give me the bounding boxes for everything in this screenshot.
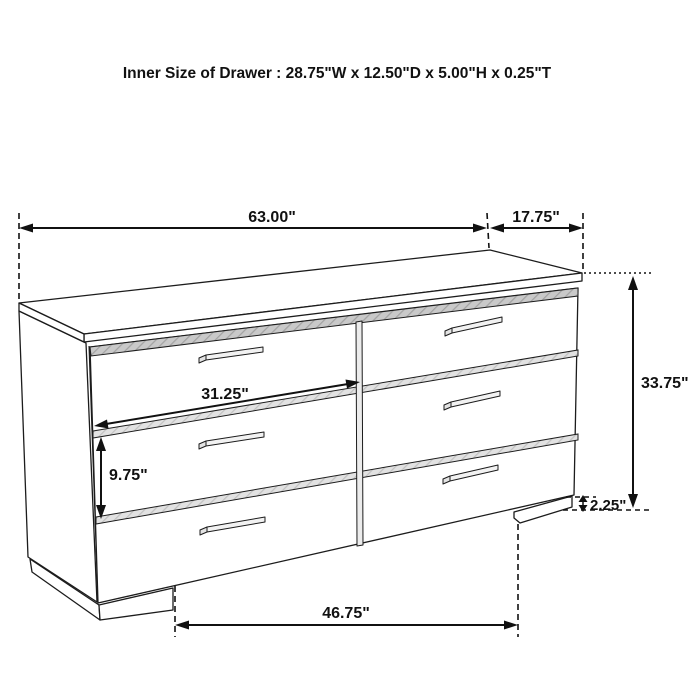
cabinet-front-face: [90, 288, 578, 603]
side-panel-left: [19, 311, 97, 602]
dim-overall-height: [563, 273, 689, 510]
drawer-width-label: 31.25": [201, 386, 249, 403]
top-width-label: 63.00": [248, 209, 296, 226]
arrowhead-down: [579, 505, 588, 512]
overall-height-label: 33.75": [641, 375, 689, 392]
arrowhead-up: [579, 495, 588, 502]
arrowhead-right: [569, 224, 583, 233]
foot-span-label: 46.75": [322, 605, 370, 622]
arrowhead-down: [628, 494, 638, 508]
extension-line: [487, 213, 489, 248]
top-depth-label: 17.75": [512, 209, 560, 226]
dresser-drawing: [19, 250, 582, 620]
drawer-height-label: 9.75": [109, 467, 148, 484]
base-height-label: 2.25": [590, 497, 627, 514]
arrowhead-right: [473, 224, 487, 233]
arrowhead-right: [504, 621, 518, 630]
inner-drawer-size-title: Inner Size of Drawer : 28.75"W x 12.50"D x 5.00"H x 0.25"T: [122, 65, 552, 82]
dim-base-height: [566, 495, 626, 514]
arrowhead-left: [19, 224, 33, 233]
center-divider: [356, 321, 363, 546]
arrowhead-up: [628, 276, 638, 290]
arrowhead-left: [175, 621, 189, 630]
arrowhead-left: [490, 224, 504, 233]
